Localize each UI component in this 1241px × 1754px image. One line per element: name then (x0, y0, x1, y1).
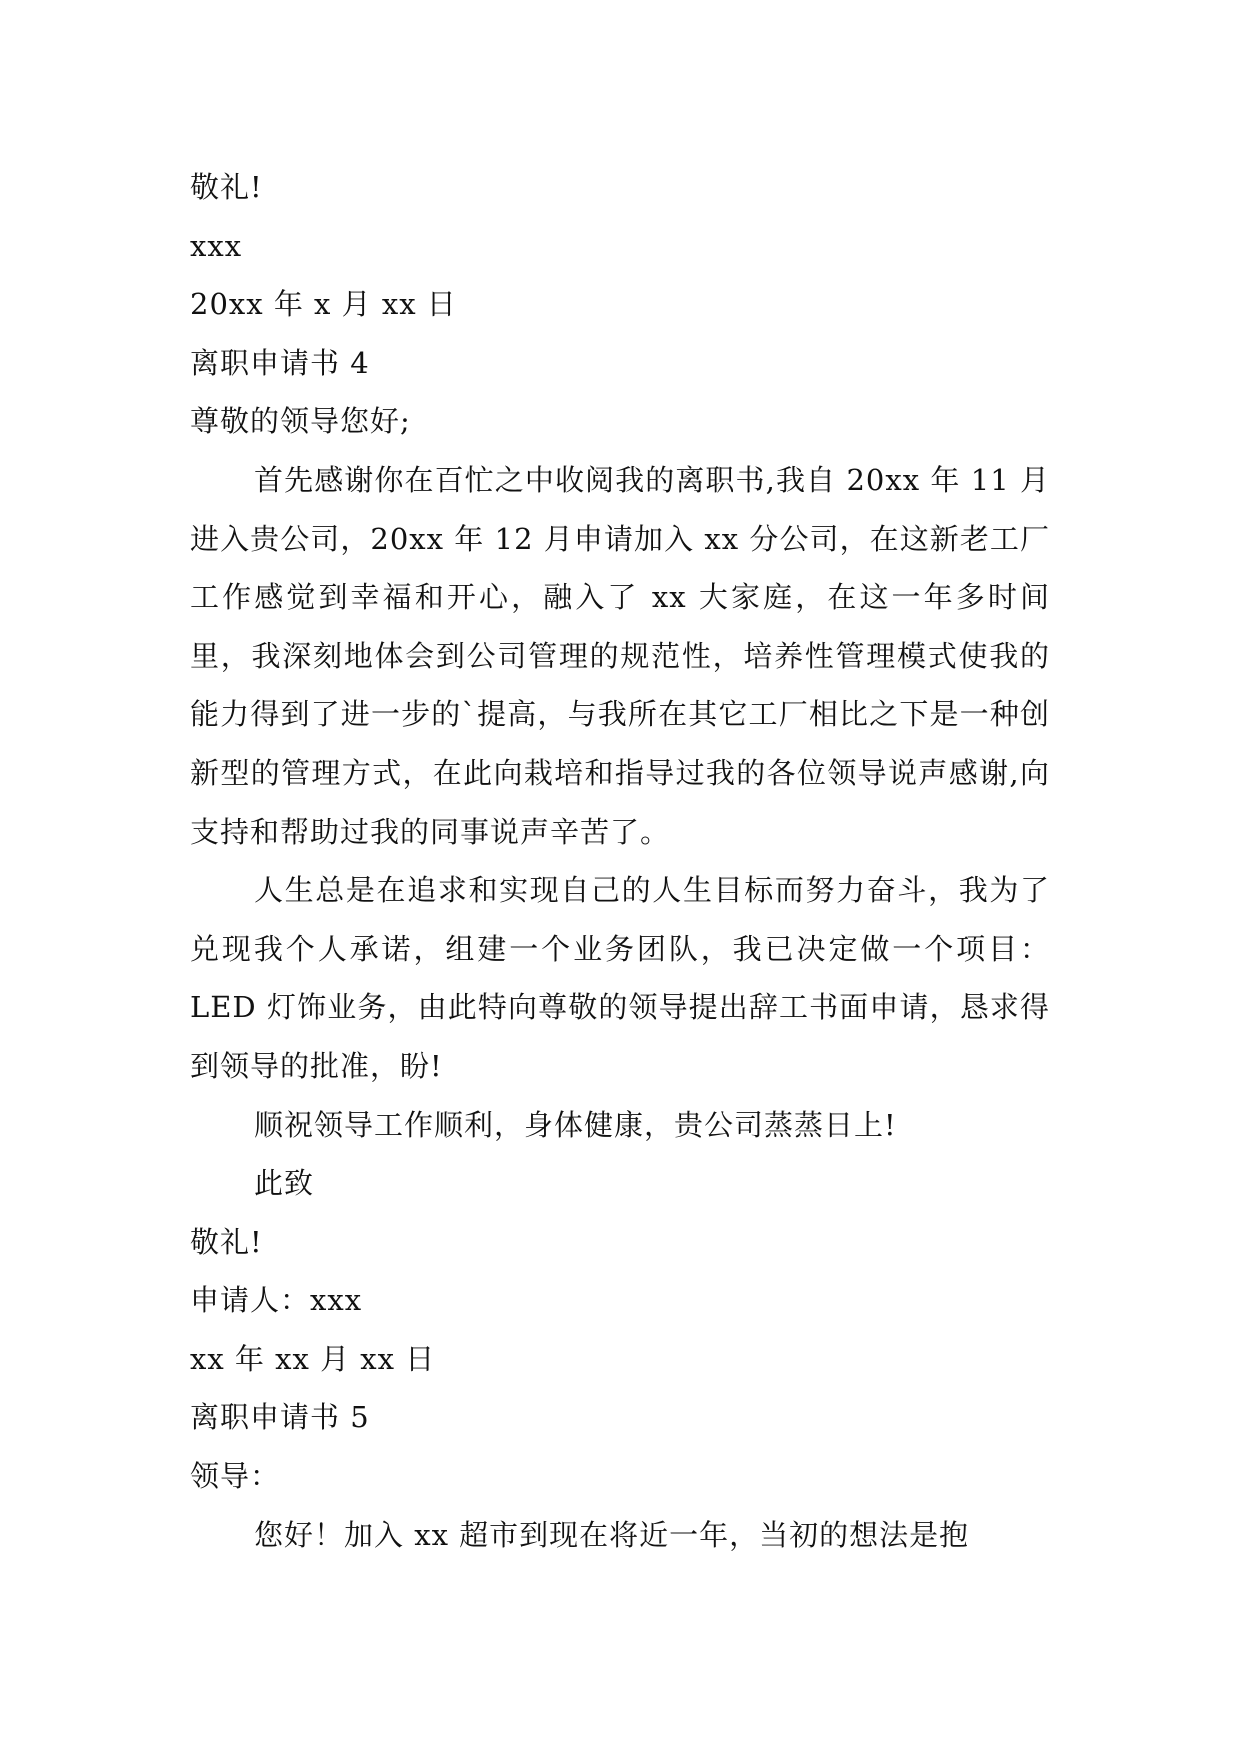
applicant-line: 申请人：xxx (190, 1283, 363, 1318)
document-body (190, 158, 1050, 1564)
signer-name: xxx (190, 228, 243, 263)
salutation-5: 领导： (190, 1459, 281, 1494)
letter-date: 20xx 年 x 月 xx 日 (190, 287, 457, 322)
wish-line: 顺祝领导工作顺利，身体健康，贵公司蒸蒸日上! (254, 1107, 897, 1142)
section-title-4: 离职申请书 4 (190, 345, 370, 380)
paragraph-5-1: 您好！加入 xx 超市到现在将近一年，当初的想法是抱 (254, 1517, 970, 1552)
closing-text: 敬礼! (190, 170, 263, 204)
salutation-4: 尊敬的领导您好; (190, 404, 411, 439)
letter-date-4: xx 年 xx 月 xx 日 (190, 1341, 436, 1376)
section-title-5: 离职申请书 5 (190, 1400, 370, 1435)
paragraph-4-1: 首先感谢你在百忙之中收阅我的离职书,我自 20xx 年 11 月进入贵公司，20xx 年 12 月申请加入 xx 分公司，在这新老工厂工作感觉到幸福和开心，融入了 xx 大家庭，在这一年多时间里，我深刻地体会到公司管理的规范性，培养性管理模式使我的能力得到了进一步的`提高，与我所在其它工厂相比之下是一种创新型的管理方式，在此向栽培和指导过我的各位领导说声感谢,向支持和帮助过我的同事说声辛苦了。 (190, 462, 1050, 849)
paragraph-4-2: 人生总是在追求和实现自己的人生目标而努力奋斗，我为了兑现我个人承诺，组建一个业务团队，我已决定做一个项目：LED 灯饰业务，由此特向尊敬的领导提出辞工书面申请，恳求得到领导的批准，盼! (190, 873, 1050, 1083)
ci-zhi-line: 此致 (254, 1166, 315, 1201)
closing-text-4: 敬礼! (190, 1224, 263, 1259)
